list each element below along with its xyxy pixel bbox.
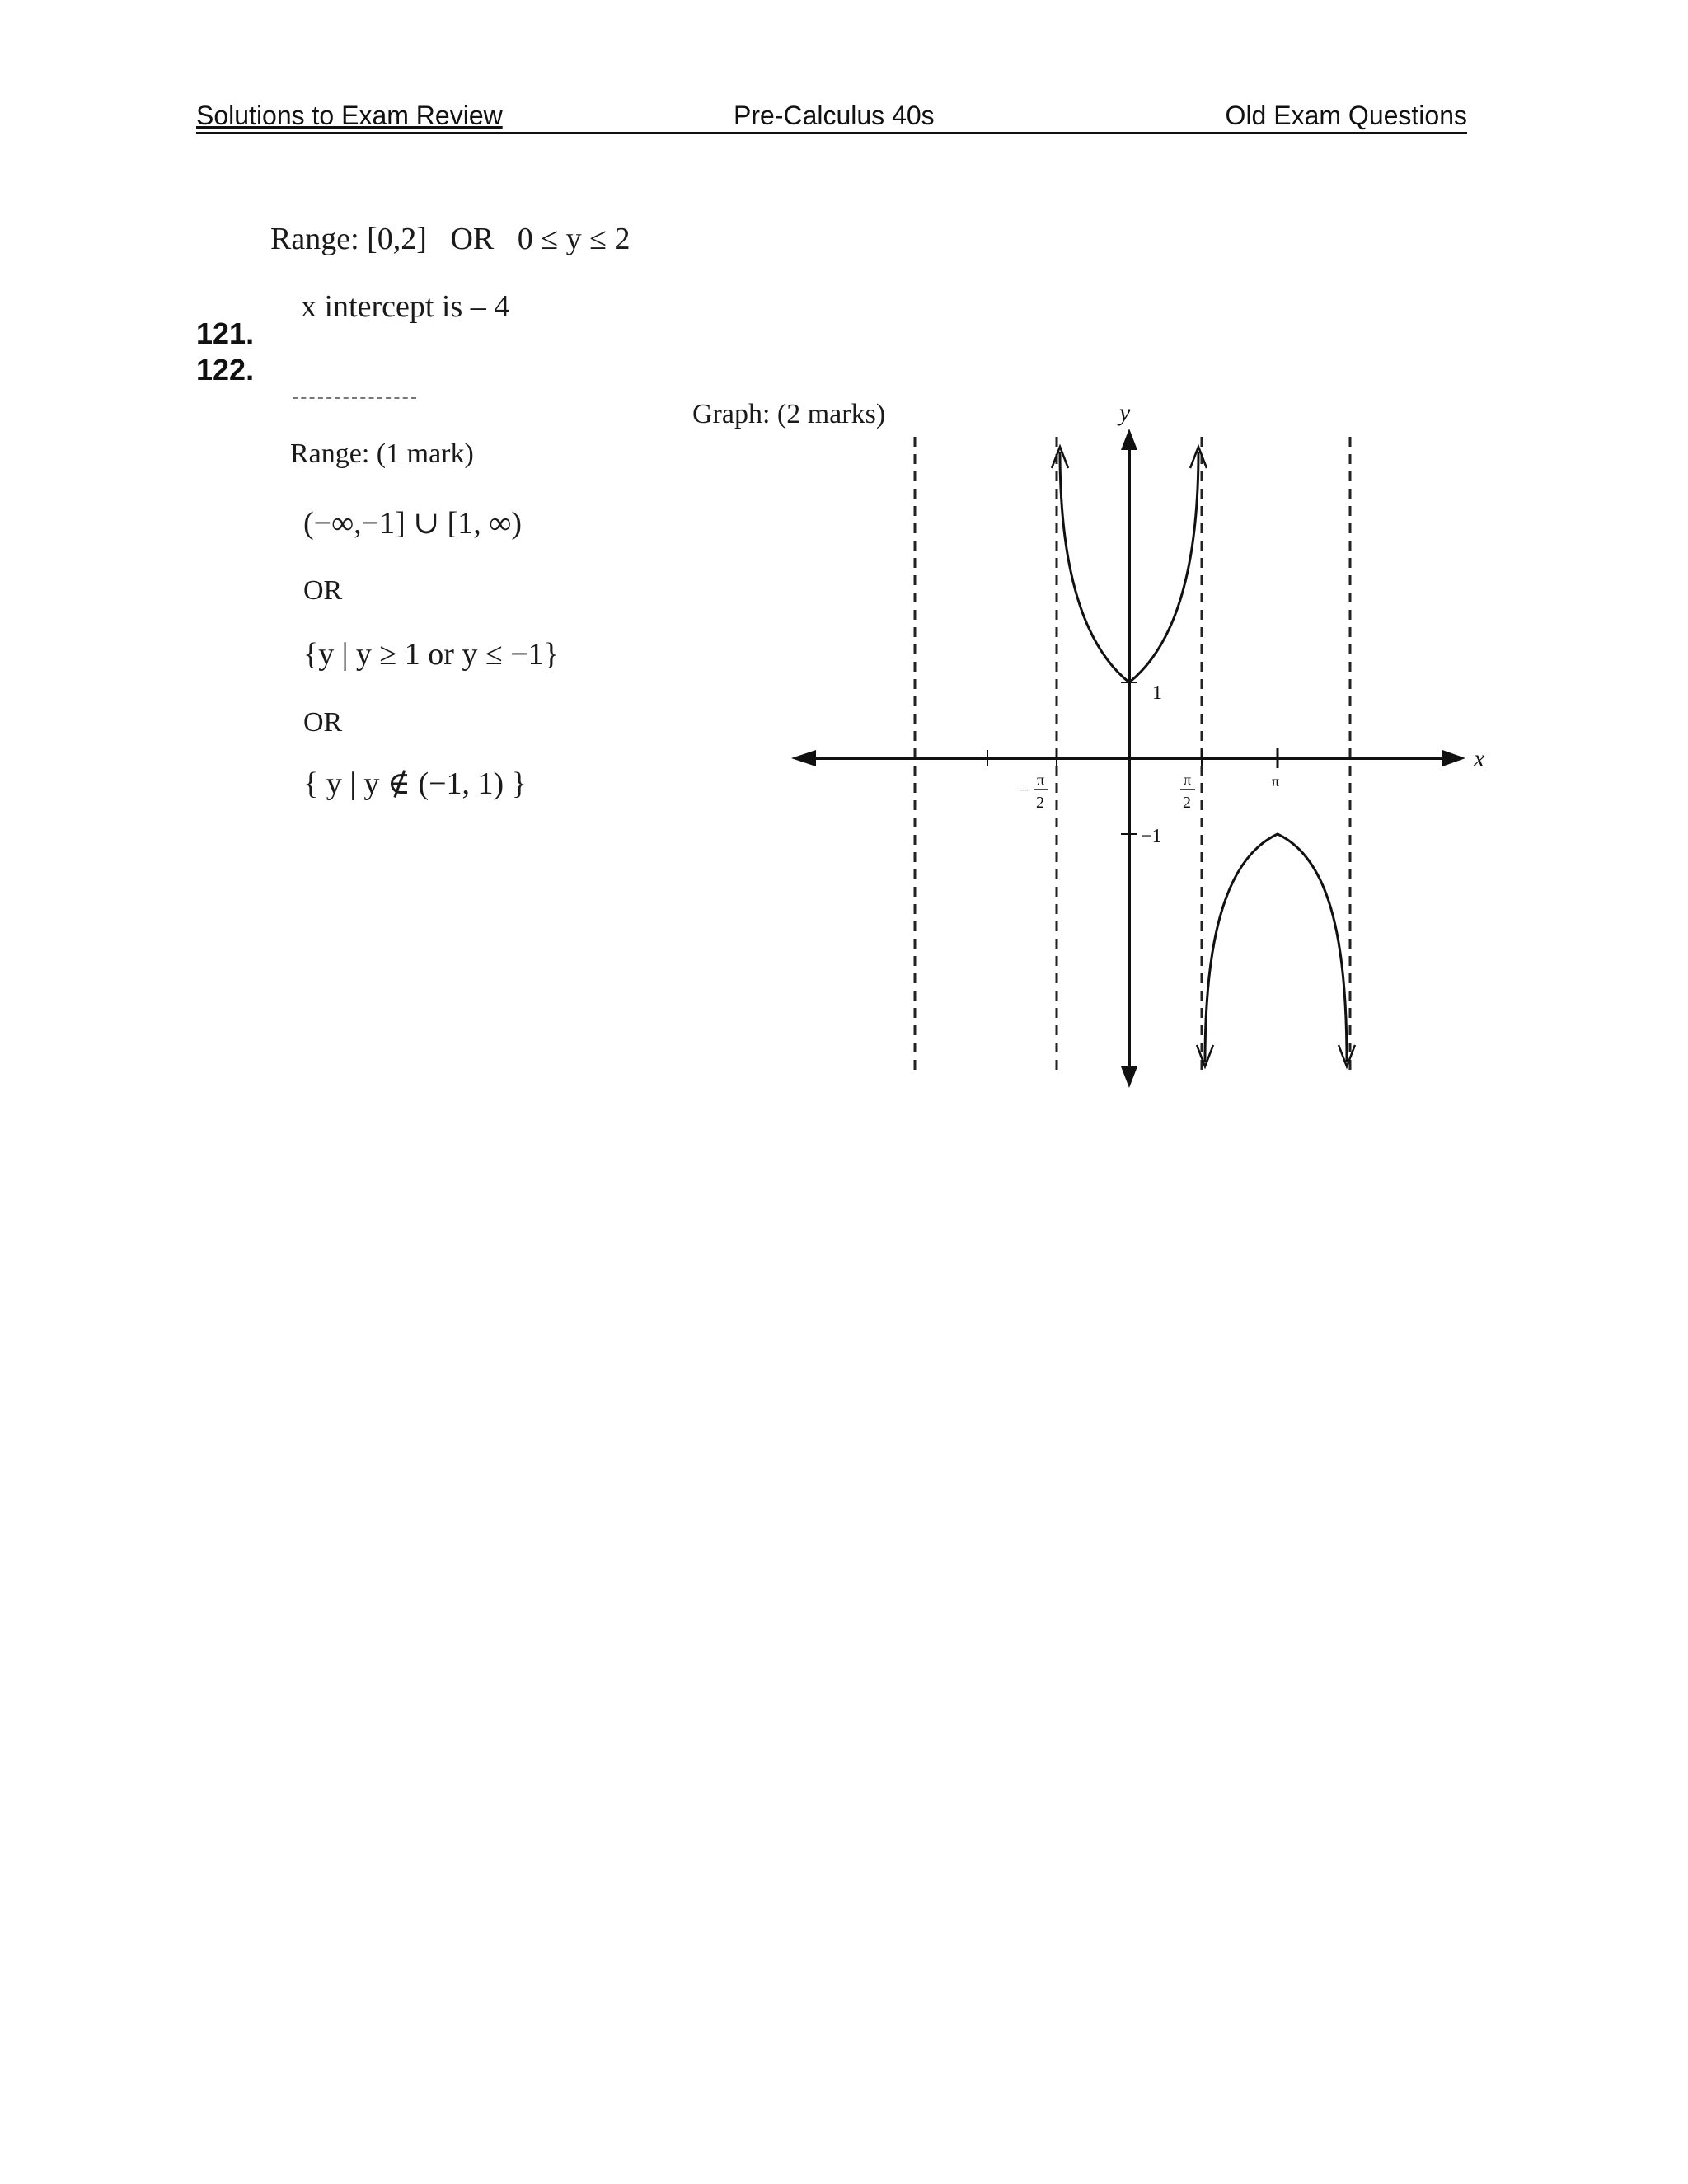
- q122-or-2: OR: [303, 707, 343, 738]
- header-left-title: Solutions to Exam Review: [196, 101, 503, 130]
- q122-range-interval: (−∞,−1] ∪ [1, ∞): [303, 506, 522, 541]
- label-pi-2-num: π: [1184, 771, 1192, 788]
- x-axis-right-arrow: [1442, 750, 1465, 766]
- q122-or-1: OR: [303, 575, 343, 606]
- label-neg-sign: −: [1019, 780, 1029, 800]
- label-y-one: 1: [1152, 682, 1162, 704]
- q121-range: Range: [0,2] OR 0 ≤ y ≤ 2: [270, 222, 631, 256]
- label-y-neg-one: −1: [1141, 826, 1162, 847]
- label-neg-pi-2-num: π: [1037, 771, 1045, 788]
- q121-intercept: x intercept is – 4: [301, 289, 510, 324]
- y-axis-label: y: [1119, 399, 1131, 426]
- header-right-title: Old Exam Questions: [1225, 101, 1467, 130]
- question-number-122: 122.: [196, 353, 255, 387]
- label-pi: π: [1272, 773, 1280, 790]
- header-center-title: Pre-Calculus 40s: [734, 101, 935, 130]
- q122-range-set: {y | y ≥ 1 or y ≤ −1}: [303, 637, 559, 672]
- x-axis-label: x: [1474, 745, 1485, 772]
- y-axis-bottom-arrow: [1121, 1066, 1137, 1088]
- y-axis-top-arrow: [1121, 429, 1137, 450]
- q122-range-set-alt: { y | y ∉ (−1, 1) }: [303, 766, 527, 801]
- x-axis-left-arrow: [791, 750, 816, 766]
- q122-range-label: Range: (1 mark): [290, 438, 474, 469]
- label-pi-2-den: 2: [1183, 794, 1191, 812]
- q122-graph-label: Graph: (2 marks): [692, 399, 886, 429]
- label-neg-pi-2-den: 2: [1036, 794, 1044, 812]
- question-number-121: 121.: [196, 316, 255, 350]
- dashed-rule: [293, 397, 416, 399]
- secant-graph: [791, 396, 1500, 1104]
- page-header: [196, 99, 1467, 134]
- secant-lower-branch: [1205, 834, 1347, 1062]
